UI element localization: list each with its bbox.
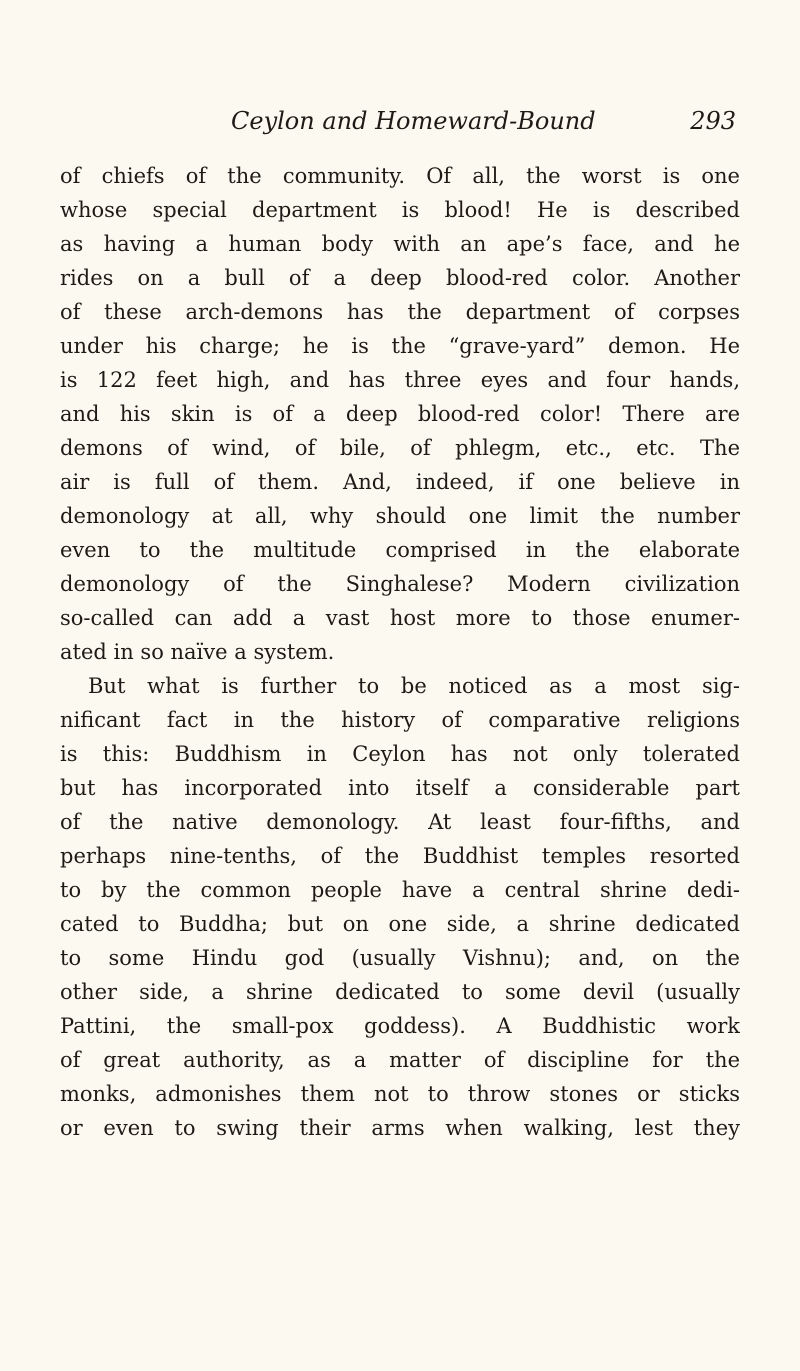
body-text (60, 159, 740, 1145)
text-line: nificant fact in the history of comparative religions (60, 708, 740, 732)
running-title: Ceylon and Homeward-Bound (231, 107, 596, 135)
running-head (136, 104, 736, 138)
text-line: perhaps nine-tenths, of the Buddhist temples resorted (60, 844, 740, 868)
text-line: cated to Buddha; but on one side, a shrine dedicated (60, 912, 740, 936)
text-line: ated in so naïve a system. (60, 640, 335, 664)
text-line: and his skin is of a deep blood-red color! There are (60, 402, 740, 426)
text-line: whose special department is blood! He is described (60, 198, 740, 222)
text-line: so-called can add a vast host more to those enumer- (60, 606, 740, 630)
paragraph-1 (60, 159, 740, 669)
text-line: of chiefs of the community. Of all, the worst is one (60, 164, 740, 188)
text-line: of the native demonology. At least four-fifths, and (60, 810, 740, 834)
text-line: of great authority, as a matter of discipline for the (60, 1048, 740, 1072)
text-line: other side, a shrine dedicated to some devil (usually (60, 980, 740, 1004)
text-line: of these arch-demons has the department of corpses (60, 300, 740, 324)
text-line: is 122 feet high, and has three eyes and four hands, (60, 368, 740, 392)
paragraph-2 (60, 669, 740, 1145)
text-line: as having a human body with an ape’s face, and he (60, 232, 740, 256)
text-line: or even to swing their arms when walking, lest they (60, 1116, 740, 1140)
text-line: demons of wind, of bile, of phlegm, etc., etc. The (60, 436, 740, 460)
text-line: monks, admonishes them not to throw stones or sticks (60, 1082, 740, 1106)
text-line: to by the common people have a central shrine dedi- (60, 878, 740, 902)
text-line: demonology at all, why should one limit the number (60, 504, 740, 528)
text-line: rides on a bull of a deep blood-red color. Another (60, 266, 740, 290)
text-line: air is full of them. And, indeed, if one believe in (60, 470, 740, 494)
text-line: demonology of the Singhalese? Modern civilization (60, 572, 740, 596)
text-line: under his charge; he is the “grave-yard” demon. He (60, 334, 740, 358)
text-line: but has incorporated into itself a considerable part (60, 776, 740, 800)
page-number: 293 (690, 107, 736, 135)
text-line: is this: Buddhism in Ceylon has not only tolerated (60, 742, 740, 766)
text-line: Pattini, the small-pox goddess). A Buddhistic work (60, 1014, 740, 1038)
text-line: to some Hindu god (usually Vishnu); and, on the (60, 946, 740, 970)
text-line: But what is further to be noticed as a most sig- (88, 674, 740, 698)
text-line: even to the multitude comprised in the elaborate (60, 538, 740, 562)
